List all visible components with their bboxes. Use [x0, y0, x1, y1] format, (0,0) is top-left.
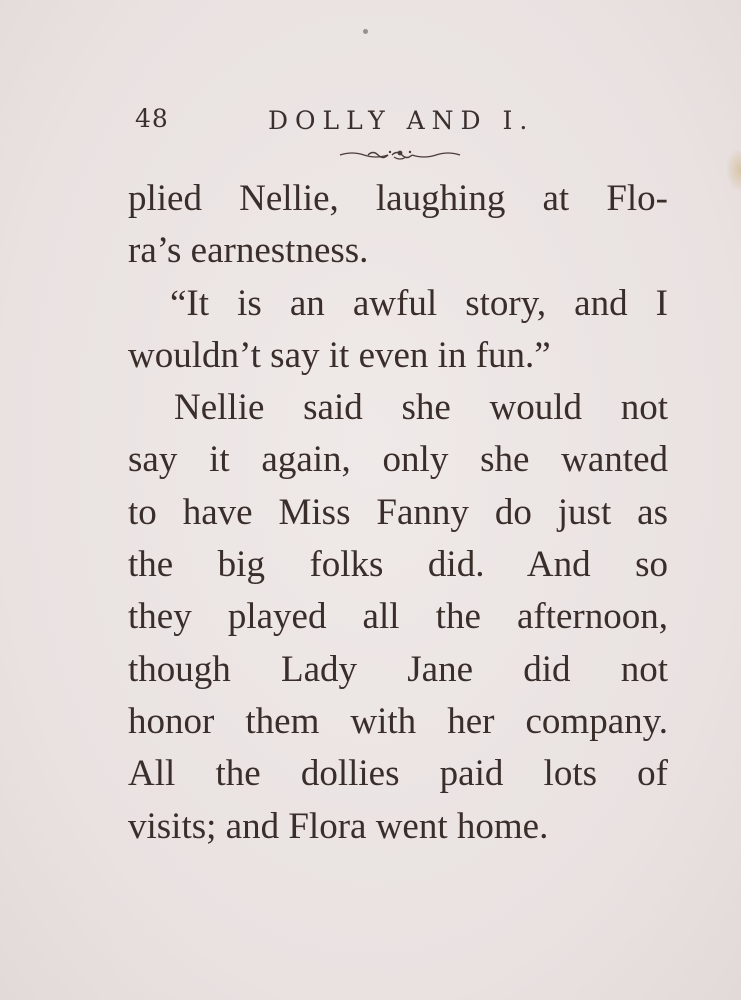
text-line: wouldn’t say it even in fun.”: [128, 334, 551, 376]
ink-speck: [363, 29, 368, 34]
page-number: 48: [135, 104, 169, 133]
text-line: to have Miss Fanny do just as: [128, 491, 668, 533]
ornament-divider-icon: [338, 148, 462, 162]
text-line: Nellie said she would not: [174, 387, 668, 429]
text-line: the big folks did. And so: [128, 544, 668, 586]
text-line: say it again, only she wanted: [128, 439, 668, 481]
text-line: though Lady Jane did not: [128, 648, 668, 690]
text-line: plied Nellie, laughing at Flo-: [128, 178, 668, 219]
text-line: they played all the afternoon,: [128, 596, 668, 638]
page-edge-stain: [727, 150, 741, 190]
text-line: All the dollies paid lots of: [128, 753, 668, 795]
text-line: ra’s earnestness.: [128, 230, 369, 272]
text-line: “It is an awful story, and I: [170, 282, 668, 324]
text-line: visits; and Flora went home.: [128, 805, 549, 847]
text-line: honor them with her company.: [128, 700, 668, 742]
running-head: DOLLY AND I.: [268, 106, 535, 135]
body-text: [128, 173, 668, 853]
